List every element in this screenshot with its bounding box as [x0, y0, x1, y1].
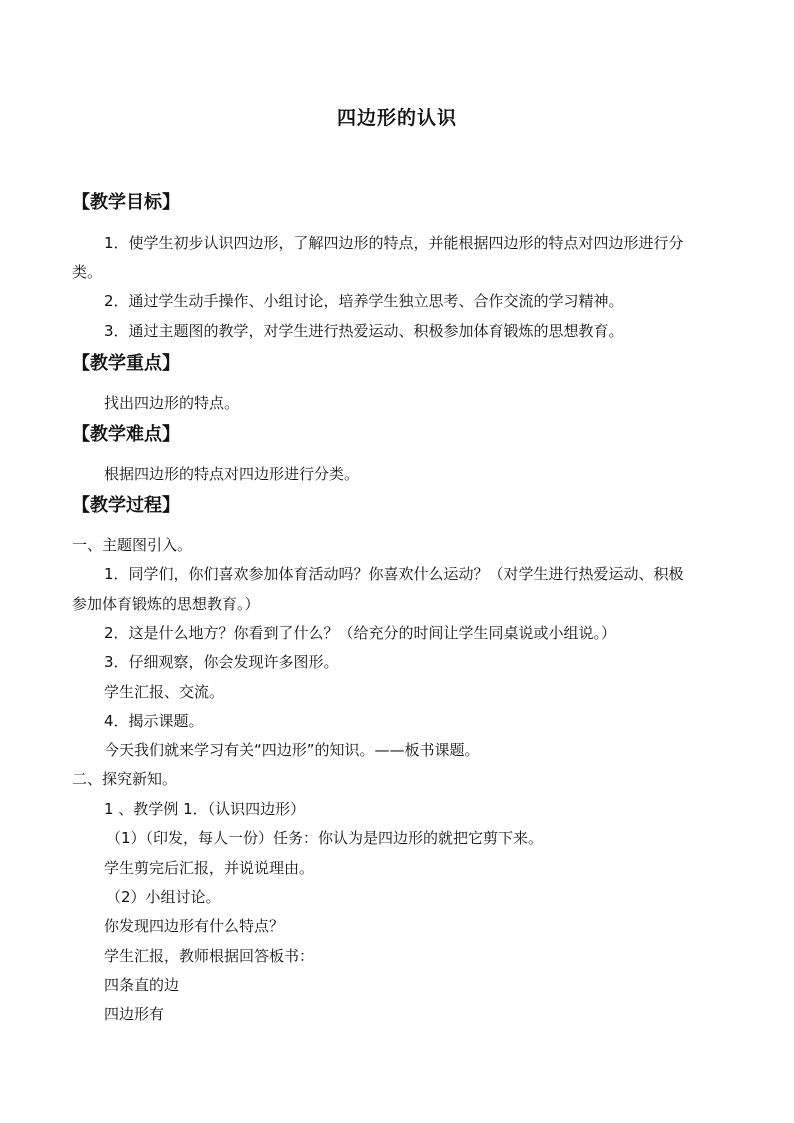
- process-part2-line-7: 四条直的边: [104, 976, 180, 994]
- key-points-text: 找出四边形的特点。: [104, 394, 240, 412]
- goal-item-1-cont: 类。: [72, 263, 103, 281]
- goal-item-3: 3．通过主题图的教学，对学生进行热爱运动、积极参加体育锻炼的思想教育。: [104, 322, 624, 340]
- process-part2-line-8: 四边形有: [104, 1005, 165, 1023]
- process-part1-line-5: 4．揭示课题。: [104, 712, 204, 730]
- process-part2-line-3: 学生剪完后汇报，并说说理由。: [104, 859, 315, 877]
- process-part2-line-2: （1）（印发，每人一份）任务：你认为是四边形的就把它剪下来。: [106, 829, 544, 847]
- document-title: 四边形的认识: [336, 107, 457, 129]
- process-part1-line-1: 1．同学们，你们喜欢参加体育活动吗？你喜欢什么运动？（对学生进行热爱运动、积极: [104, 565, 684, 583]
- process-part2-line-5: 你发现四边形有什么特点？: [104, 917, 285, 935]
- section-heading-difficulties: 【教学难点】: [72, 424, 180, 445]
- process-part2-title: 二、探究新知。: [72, 770, 178, 788]
- section-heading-goals: 【教学目标】: [72, 192, 180, 213]
- section-heading-process: 【教学过程】: [72, 495, 180, 516]
- process-part1-line-2: 2．这是什么地方？你看到了什么？（给充分的时间让学生同桌说或小组说。）: [104, 624, 617, 642]
- process-part2-line-4: （2）小组讨论。: [106, 888, 221, 906]
- process-part1-line-4: 学生汇报、交流。: [104, 683, 225, 701]
- process-part1-line-3: 3．仔细观察，你会发现许多图形。: [104, 653, 339, 671]
- process-part2-line-1: 1 、教学例 1．（认识四边形）: [104, 800, 306, 818]
- process-part1-line-6: 今天我们就来学习有关“四边形”的知识。——板书课题。: [104, 741, 480, 759]
- goal-item-1: 1．使学生初步认识四边形，了解四边形的特点，并能根据四边形的特点对四边形进行分: [104, 234, 684, 252]
- process-part2-line-6: 学生汇报，教师根据回答板书：: [104, 947, 315, 965]
- goal-item-2: 2．通过学生动手操作、小组讨论，培养学生独立思考、合作交流的学习精神。: [104, 292, 624, 310]
- section-heading-key-points: 【教学重点】: [72, 353, 180, 374]
- difficulties-text: 根据四边形的特点对四边形进行分类。: [104, 465, 360, 483]
- process-part1-line-1-cont: 参加体育锻炼的思想教育。）: [72, 595, 260, 613]
- process-part1-title: 一、主题图引入。: [72, 536, 193, 554]
